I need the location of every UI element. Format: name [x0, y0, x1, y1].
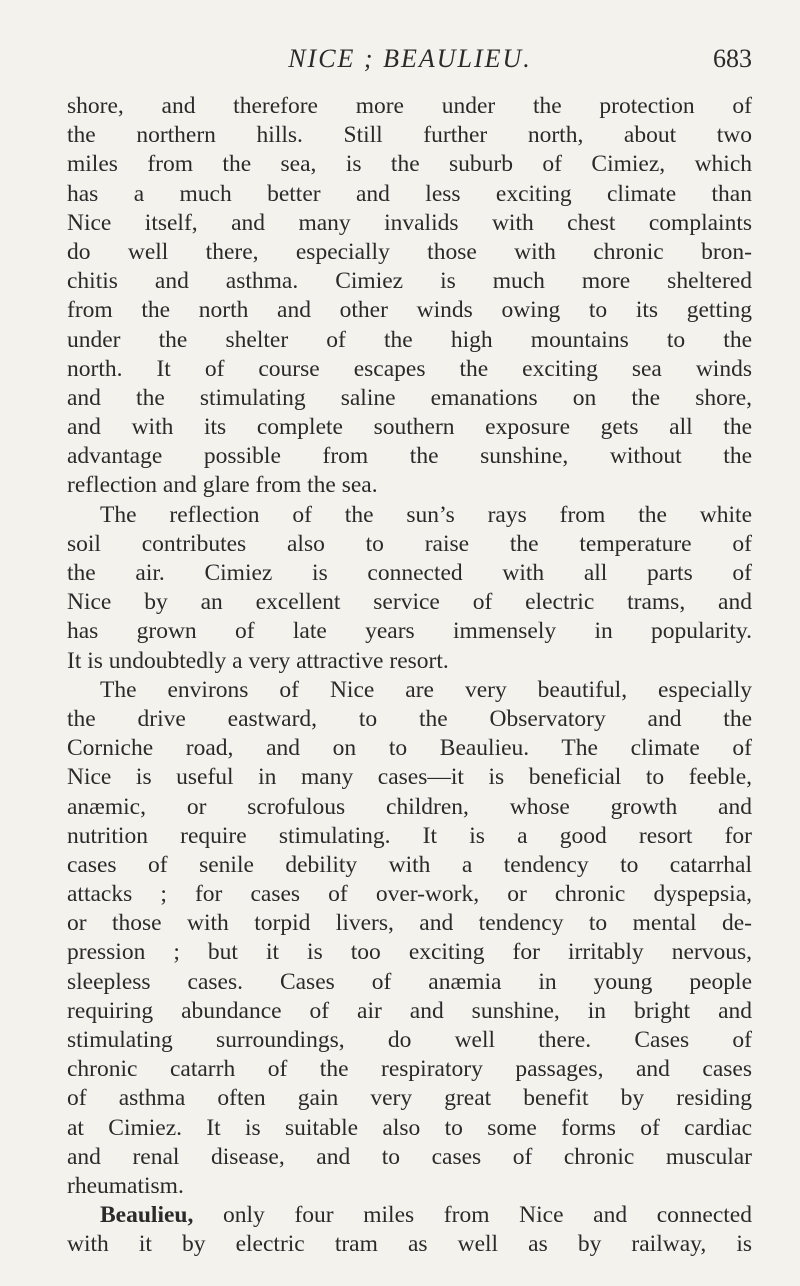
- text-line: miles from the sea, is the suburb of Cimiez, which: [67, 151, 752, 178]
- text-line: the drive eastward, to the Observatory and the: [67, 705, 752, 732]
- text-line: Corniche road, and on to Beaulieu. The climate of: [67, 735, 752, 762]
- text-line: shore, and therefore more under the protection of: [67, 93, 752, 119]
- text-line: with it by electric tram as well as by railway, is: [67, 1231, 752, 1258]
- text-line: of asthma often gain very great benefit by residing: [67, 1085, 752, 1112]
- text-line: cases of senile debility with a tendency to catarrhal: [67, 851, 752, 878]
- text-line: nutrition require stimulating. It is a good resort for: [67, 822, 752, 849]
- text-line: requiring abundance of air and sunshine, in bright and: [67, 997, 752, 1024]
- text-line: soil contributes also to raise the temperature of: [67, 530, 752, 557]
- text-line: stimulating surroundings, do well there. Cases of: [67, 1027, 752, 1053]
- text-line: Nice itself, and many invalids with chest complaints: [67, 209, 752, 236]
- text-line: [67, 1201, 752, 1230]
- running-title: NICE ; BEAULIEU.: [288, 44, 532, 73]
- text-line: Nice is useful in many cases—it is beneficial to feeble,: [67, 764, 752, 791]
- text-line: attacks ; for cases of over-work, or chronic dyspepsia,: [67, 881, 752, 908]
- text-line: has grown of late years immensely in popularity.: [67, 618, 752, 645]
- section-heading-beaulieu: Beaulieu,: [100, 1202, 194, 1229]
- text-line: It is undoubtedly a very attractive resort.: [67, 647, 449, 674]
- text-line: the northern hills. Still further north, about two: [67, 122, 752, 149]
- text-line: sleepless cases. Cases of anæmia in young people: [67, 968, 752, 995]
- text-line: has a much better and less exciting climate than: [67, 180, 752, 207]
- text-line: or those with torpid livers, and tendency to mental de-: [67, 910, 752, 937]
- text-line: The reflection of the sun’s rays from the white: [100, 501, 752, 528]
- text-line: The environs of Nice are very beautiful, especially: [100, 676, 752, 703]
- text-line: the air. Cimiez is connected with all parts of: [67, 560, 752, 586]
- text-line: at Cimiez. It is suitable also to some forms of cardiac: [67, 1114, 752, 1141]
- text-line: Nice by an excellent service of electric trams, and: [67, 589, 752, 616]
- text-fragment: only four miles from Nice and connected: [193, 1202, 752, 1229]
- text-line: from the north and other winds owing to its getting: [67, 297, 752, 324]
- text-line: anæmic, or scrofulous children, whose growth and: [67, 793, 752, 820]
- text-line: under the shelter of the high mountains to the: [67, 326, 752, 353]
- text-line: reflection and glare from the sea.: [67, 472, 378, 499]
- page-number: 683: [713, 44, 752, 73]
- text-line: and with its complete southern exposure gets all the: [67, 414, 752, 441]
- text-line: rheumatism.: [67, 1172, 184, 1199]
- text-line: chronic catarrh of the respiratory passages, and cases: [67, 1056, 752, 1083]
- body-text: [67, 92, 752, 1260]
- text-line: do well there, especially those with chronic bron-: [67, 238, 752, 265]
- text-line: pression ; but it is too exciting for irritably nervous,: [67, 939, 752, 966]
- text-line: advantage possible from the sunshine, without the: [67, 443, 752, 470]
- text-line: and renal disease, and to cases of chronic muscular: [67, 1143, 752, 1170]
- text-line: north. It of course escapes the exciting sea winds: [67, 355, 752, 382]
- text-line: chitis and asthma. Cimiez is much more sheltered: [67, 268, 752, 295]
- running-head: [68, 44, 752, 84]
- text-line: and the stimulating saline emanations on the shore,: [67, 384, 752, 411]
